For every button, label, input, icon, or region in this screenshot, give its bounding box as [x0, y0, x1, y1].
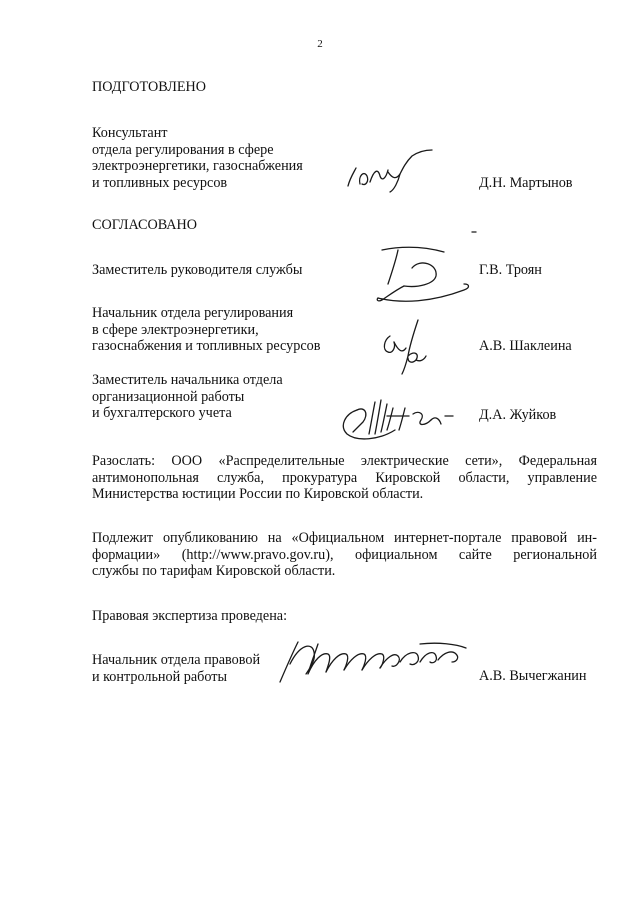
- signatory-name: Г.В. Троян: [479, 262, 542, 278]
- distribution-paragraph: [92, 453, 597, 503]
- signatory-position: [92, 262, 302, 279]
- signature-zhuykov: [335, 396, 460, 444]
- prepared-position: [92, 125, 303, 191]
- position-line: Консультант: [92, 125, 168, 141]
- signatory-position: [92, 372, 283, 422]
- signatory-name: А.В. Шаклеина: [479, 338, 572, 354]
- position-line: электроэнергетики, газоснабжения: [92, 158, 303, 175]
- legal-review-name: А.В. Вычегжанин: [479, 668, 587, 684]
- prepared-name: Д.Н. Мартынов: [479, 175, 573, 191]
- position-line: газоснабжения и топливных ресурсов: [92, 338, 321, 355]
- page-number: 2: [317, 38, 323, 50]
- paragraph-line: Разослать: ООО «Распределительные электрические сети», Федеральная: [92, 453, 597, 469]
- signature-shakleina: [378, 318, 438, 376]
- legal-review-statement: Правовая экспертиза проведена:: [92, 608, 288, 624]
- signature-martynov: [340, 148, 440, 193]
- position-line: отдела регулирования в сфере: [92, 141, 274, 158]
- signature-troyan: [352, 228, 492, 308]
- position-line: и контрольной работы: [92, 668, 227, 685]
- prepared-heading: ПОДГОТОВЛЕНО: [92, 79, 206, 95]
- position-line: организационной работы: [92, 388, 245, 405]
- position-line: Заместитель начальника отдела: [92, 372, 283, 388]
- paragraph-line: службы по тарифам Кировской области.: [92, 563, 336, 580]
- signature-vychegzhanin: [270, 634, 470, 686]
- legal-review-position: [92, 652, 260, 685]
- position-line: и бухгалтерского учета: [92, 405, 232, 422]
- position-line: Начальник отдела регулирования: [92, 305, 294, 321]
- paragraph-line: Министерства юстиции России по Кировской области.: [92, 486, 424, 503]
- position-line: в сфере электроэнергетики,: [92, 321, 259, 338]
- paragraph-line: антимонопольная служба, прокуратура Кировской области, управление: [92, 469, 597, 486]
- position-line: и топливных ресурсов: [92, 174, 228, 191]
- signatory-position: [92, 305, 320, 355]
- position-line: Начальник отдела правовой: [92, 652, 261, 668]
- paragraph-line: формации» (http://www.pravo.gov.ru), официальном сайте региональной: [92, 546, 597, 563]
- signatory-name: Д.А. Жуйков: [479, 407, 557, 423]
- paragraph-line: Подлежит опубликованию на «Официальном интернет-портале правовой ин-: [92, 530, 597, 546]
- agreed-heading: СОГЛАСОВАНО: [92, 217, 198, 233]
- position-line: Заместитель руководителя службы: [92, 262, 303, 278]
- publication-paragraph: [92, 530, 597, 580]
